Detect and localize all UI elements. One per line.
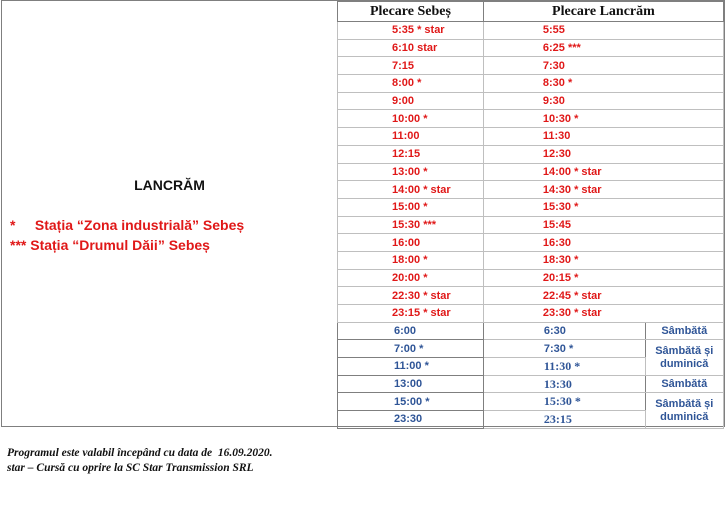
table-row: [338, 251, 724, 269]
departure-sebes: 11:00 *: [338, 358, 484, 376]
departure-lancram: 20:15 *: [483, 269, 723, 287]
departure-lancram: 11:30: [483, 128, 723, 146]
table-row: [338, 269, 724, 287]
departure-lancram: 7:30 *: [483, 340, 645, 358]
departures-table: [337, 1, 724, 429]
departure-sebes: 22:30 * star: [338, 287, 484, 305]
departure-lancram: 7:30: [483, 57, 723, 75]
departure-sebes: 15:00 *: [338, 393, 484, 411]
departure-lancram: 6:25 ***: [483, 39, 723, 57]
departure-sebes: 13:00 *: [338, 163, 484, 181]
departure-lancram: 15:30 *: [483, 393, 645, 411]
table-row: [338, 128, 724, 146]
departure-sebes: 6:10 star: [338, 39, 484, 57]
departure-sebes: 7:15: [338, 57, 484, 75]
star-legend-note: star – Cursă cu oprire la SC Star Transmission SRL: [7, 462, 254, 474]
departure-sebes: 9:00: [338, 92, 484, 110]
departure-sebes: 15:00 *: [338, 198, 484, 216]
table-row: [338, 340, 724, 358]
route-title: LANCRĂM: [134, 177, 205, 193]
table-row: [338, 393, 724, 411]
departure-sebes: 10:00 *: [338, 110, 484, 128]
departure-lancram: 14:30 * star: [483, 181, 723, 199]
departure-lancram: 9:30: [483, 92, 723, 110]
departure-sebes: 14:00 * star: [338, 181, 484, 199]
departure-lancram: 5:55: [483, 22, 723, 40]
departure-sebes: 13:00: [338, 375, 484, 393]
departure-lancram: 11:30 *: [483, 358, 645, 376]
table-row: [338, 287, 724, 305]
departure-lancram: 18:30 *: [483, 251, 723, 269]
stop-note-industrial-zone: * Stația “Zona industrială” Sebeș: [10, 217, 245, 233]
timetable-sheet: [1, 0, 725, 427]
day-label: Sâmbătă: [645, 375, 723, 393]
table-row: [338, 110, 724, 128]
table-row: [338, 145, 724, 163]
table-row: [338, 322, 724, 340]
departure-lancram: 23:30 * star: [483, 305, 723, 323]
departure-sebes: 6:00: [338, 322, 484, 340]
departure-lancram: 14:00 * star: [483, 163, 723, 181]
header-plecare-lancram: Plecare Lancrăm: [483, 2, 723, 22]
table-row: [338, 75, 724, 93]
table-row: [338, 216, 724, 234]
route-info-panel: [2, 1, 338, 426]
table-row: [338, 375, 724, 393]
day-label: Sâmbătă: [645, 322, 723, 340]
departure-sebes: 20:00 *: [338, 269, 484, 287]
stop-note-drumul-daii: *** Stația “Drumul Dăii” Sebeș: [10, 237, 210, 253]
departure-lancram: 22:45 * star: [483, 287, 723, 305]
header-plecare-sebes: Plecare Sebeș: [338, 2, 484, 22]
table-row: [338, 39, 724, 57]
departure-lancram: 15:30 *: [483, 198, 723, 216]
departure-sebes: 18:00 *: [338, 251, 484, 269]
table-header-row: [338, 2, 724, 22]
departure-lancram: 12:30: [483, 145, 723, 163]
departure-sebes: 23:30: [338, 411, 484, 429]
table-row: [338, 92, 724, 110]
departure-sebes: 8:00 *: [338, 75, 484, 93]
table-row: [338, 22, 724, 40]
departure-sebes: 15:30 ***: [338, 216, 484, 234]
validity-note: Programul este valabil începând cu data de 16.09.2020.: [7, 447, 273, 459]
departure-lancram: 23:15: [483, 411, 645, 429]
day-label: Sâmbătă și duminică: [645, 393, 723, 428]
departure-sebes: 11:00: [338, 128, 484, 146]
departure-lancram: 6:30: [483, 322, 645, 340]
departure-sebes: 7:00 *: [338, 340, 484, 358]
table-row: [338, 305, 724, 323]
departure-lancram: 8:30 *: [483, 75, 723, 93]
departure-lancram: 15:45: [483, 216, 723, 234]
departure-lancram: 13:30: [483, 375, 645, 393]
table-row: [338, 181, 724, 199]
departure-sebes: 12:15: [338, 145, 484, 163]
table-row: [338, 163, 724, 181]
table-row: [338, 234, 724, 252]
departure-lancram: 10:30 *: [483, 110, 723, 128]
departure-sebes: 23:15 * star: [338, 305, 484, 323]
departure-lancram: 16:30: [483, 234, 723, 252]
table-row: [338, 198, 724, 216]
departure-sebes: 5:35 * star: [338, 22, 484, 40]
departure-sebes: 16:00: [338, 234, 484, 252]
table-row: [338, 57, 724, 75]
day-label: Sâmbătă și duminică: [645, 340, 723, 375]
